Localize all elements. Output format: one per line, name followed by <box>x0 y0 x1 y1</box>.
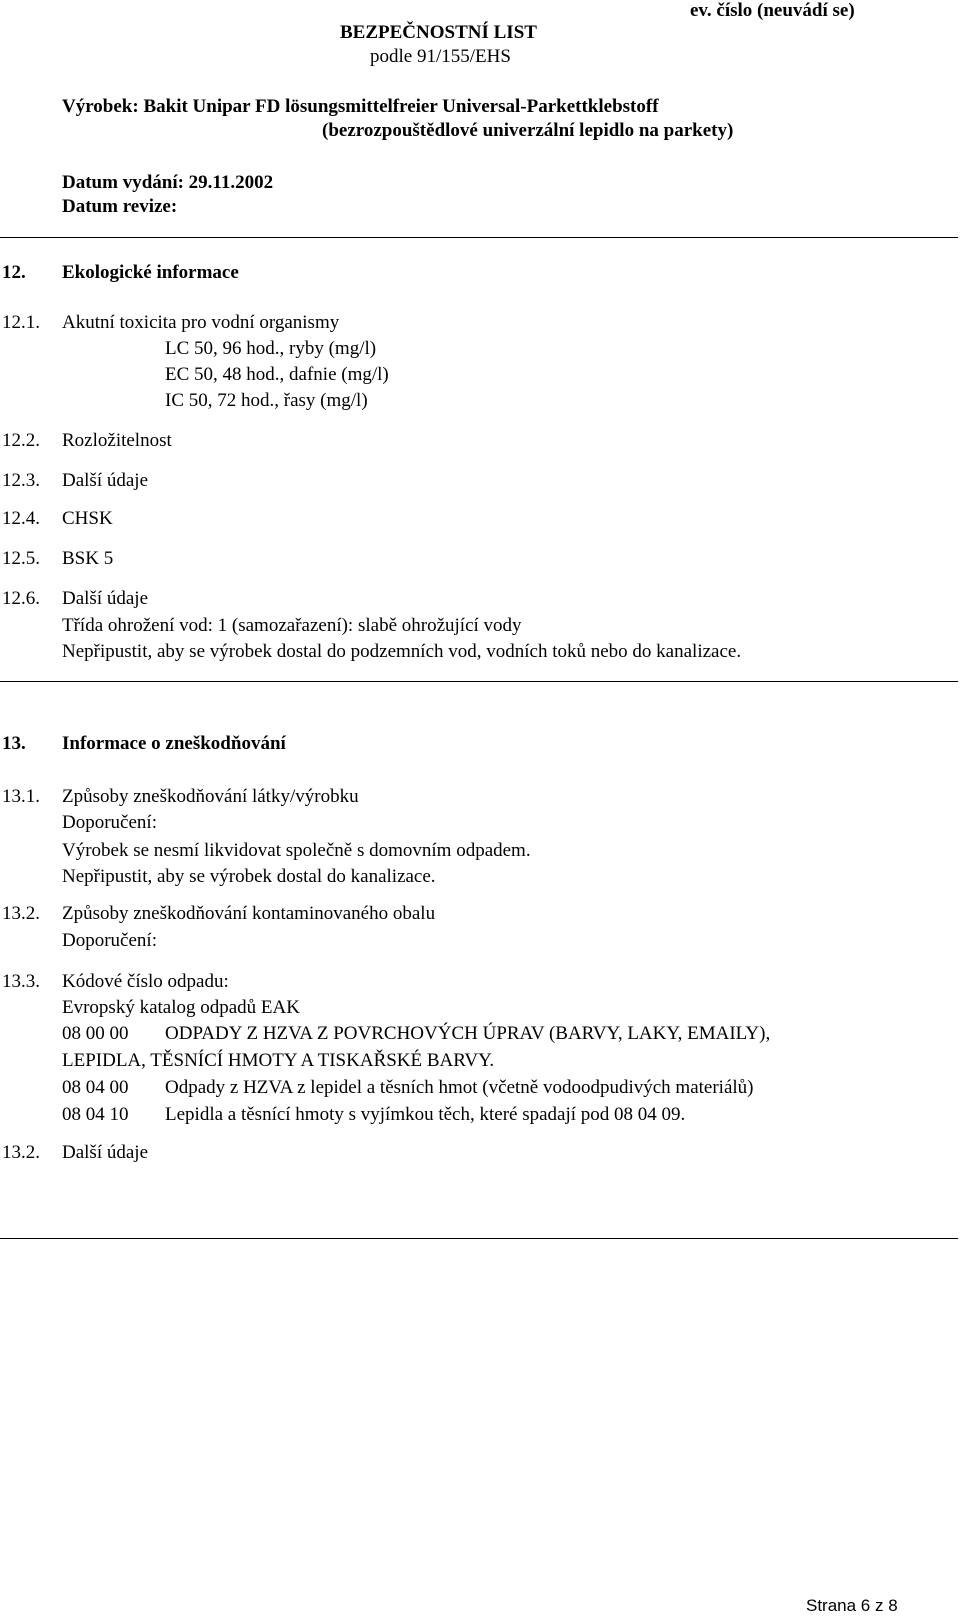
recommendation-text: Nepřipustit, aby se výrobek dostal do kanalizace. <box>62 866 436 887</box>
recommendation-text: Výrobek se nesmí likvidovat společně s domovním odpadem. <box>62 840 531 861</box>
subsection-number: 12.3. <box>2 470 40 491</box>
subsection-title: Další údaje <box>62 1142 149 1163</box>
product-name: Výrobek: Bakit Unipar FD lösungsmittelfreier Universal-Parkettklebstoff <box>62 96 659 117</box>
waste-code-description: Lepidla a těsnící hmoty s vyjímkou těch, které spadají pod 08 04 09. <box>165 1104 686 1125</box>
waste-code-description: Odpady z HZVA z lepidel a těsních hmot (včetně vodoodpudivých materiálů) <box>165 1077 754 1098</box>
subsection-title: Další údaje <box>62 470 149 491</box>
subsection-number: 12.1. <box>2 312 40 333</box>
ev-number: ev. číslo (neuvádí se) <box>690 0 855 21</box>
waste-code: 08 04 10 <box>62 1104 129 1125</box>
section-12-number: 12. <box>2 262 26 283</box>
subsection-title: Způsoby zneškodňování látky/výrobku <box>62 786 359 807</box>
subsection-number: 12.5. <box>2 548 40 569</box>
water-hazard-class: Třída ohrožení vod: 1 (samozařazení): slabě ohrožující vody <box>62 615 522 636</box>
header-divider <box>0 237 958 238</box>
subsection-number: 12.2. <box>2 430 40 451</box>
document-title: BEZPEČNOSTNÍ LIST <box>340 22 537 43</box>
waste-code-description: ODPADY Z HZVA Z POVRCHOVÝCH ÚPRAV (BARVY, LAKY, EMAILY), <box>165 1023 771 1044</box>
product-name-translation: (bezrozpouštědlové univerzální lepidlo na parkety) <box>322 120 734 141</box>
waste-catalog-label: Evropský katalog odpadů EAK <box>62 997 300 1018</box>
section-13-title: Informace o zneškodňování <box>62 733 286 754</box>
subsection-title: Další údaje <box>62 588 149 609</box>
toxicity-line: EC 50, 48 hod., dafnie (mg/l) <box>165 364 389 385</box>
recommendation-label: Doporučení: <box>62 812 157 833</box>
section-13-number: 13. <box>2 733 26 754</box>
toxicity-line: IC 50, 72 hod., řasy (mg/l) <box>165 390 368 411</box>
subsection-number: 12.6. <box>2 588 40 609</box>
subsection-number: 12.4. <box>2 508 40 529</box>
subsection-title: BSK 5 <box>62 548 114 569</box>
waste-code: 08 04 00 <box>62 1077 129 1098</box>
revision-date: Datum revize: <box>62 196 178 217</box>
water-warning: Nepřipustit, aby se výrobek dostal do podzemních vod, vodních toků nebo do kanalizace. <box>62 641 742 662</box>
page-number: Strana 6 z 8 <box>806 1596 898 1615</box>
subsection-number: 13.3. <box>2 971 40 992</box>
subsection-number: 13.2. <box>2 903 40 924</box>
waste-code: 08 00 00 <box>62 1023 129 1044</box>
subsection-title: CHSK <box>62 508 113 529</box>
waste-code-description: LEPIDLA, TĚSNÍCÍ HMOTY A TISKAŘSKÉ BARVY. <box>62 1050 495 1071</box>
subsection-title: Kódové číslo odpadu: <box>62 971 229 992</box>
recommendation-label: Doporučení: <box>62 930 157 951</box>
toxicity-line: LC 50, 96 hod., ryby (mg/l) <box>165 338 377 359</box>
subsection-number: 13.2. <box>2 1142 40 1163</box>
section-divider <box>0 681 958 682</box>
subsection-title: Způsoby zneškodňování kontaminovaného obalu <box>62 903 436 924</box>
footer-divider <box>0 1238 958 1239</box>
section-12-title: Ekologické informace <box>62 262 239 283</box>
document-subtitle: podle 91/155/EHS <box>370 46 511 67</box>
subsection-title: Akutní toxicita pro vodní organismy <box>62 312 340 333</box>
subsection-number: 13.1. <box>2 786 40 807</box>
issue-date: Datum vydání: 29.11.2002 <box>62 172 274 193</box>
subsection-title: Rozložitelnost <box>62 430 172 451</box>
